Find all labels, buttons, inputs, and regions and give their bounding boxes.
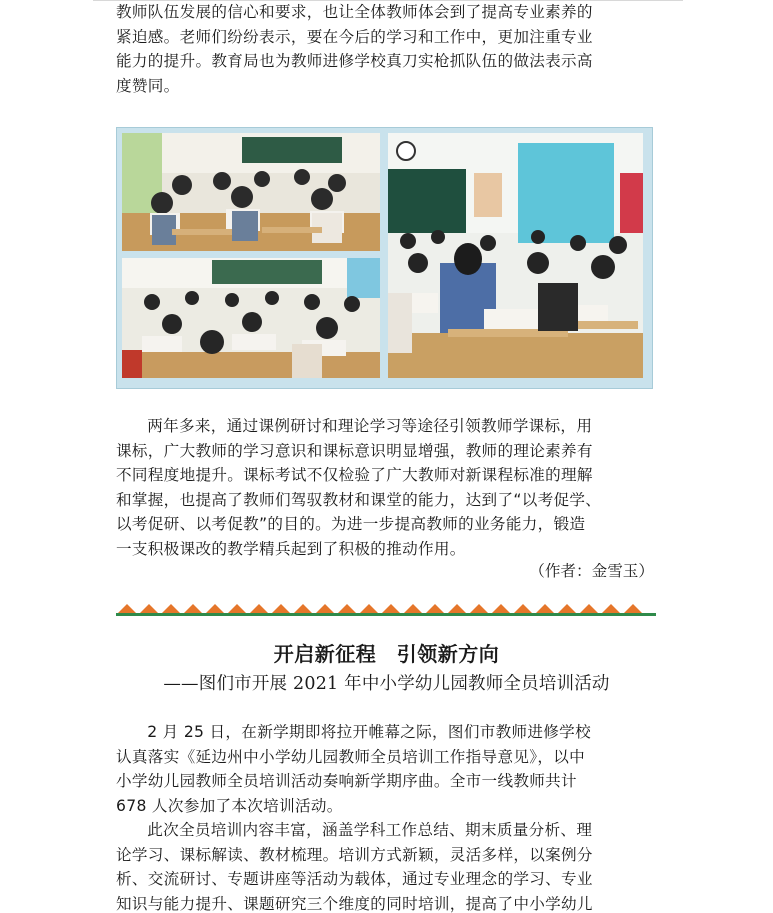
divider-triangle	[162, 604, 180, 613]
divider-triangle	[624, 604, 642, 613]
divider-triangle	[602, 604, 620, 613]
divider-triangle	[140, 604, 158, 613]
divider-triangle	[404, 604, 422, 613]
decorative-divider	[116, 602, 656, 616]
text-line: 知识与能力提升、课题研究三个维度的同时培训，提高了中小学幼儿	[116, 894, 593, 913]
review-paragraph	[116, 414, 658, 562]
text-line: 认真落实《延边州中小学幼儿园教师全员培训工作指导意见》，以中	[116, 747, 586, 766]
divider-triangle	[272, 604, 290, 613]
news-paragraph-1	[116, 720, 658, 818]
text-line: 课标，广大教师的学习意识和课标意识明显增强，教师的理论素养有	[116, 441, 593, 460]
intro-paragraph	[116, 0, 658, 98]
text-line: 2 月 25 日，在新学期即将拉开帷幕之际，图们市教师进修学校	[147, 723, 591, 741]
divider-triangle	[448, 604, 466, 613]
photo-collage	[116, 127, 653, 389]
divider-triangle	[228, 604, 246, 613]
article-title: 开启新征程 引领新方向	[273, 642, 500, 666]
text-line: 紧迫感。老师们纷纷表示，要在今后的学习和工作中，更加注重专业	[116, 27, 593, 46]
divider-triangle	[118, 604, 136, 613]
divider-triangle	[382, 604, 400, 613]
divider-triangle	[492, 604, 510, 613]
divider-triangle	[316, 604, 334, 613]
article-subtitle: ——图们市开展 2021 年中小学幼儿园教师全员培训活动	[163, 674, 610, 694]
text-line: 不同程度地提升。课标考试不仅检验了广大教师对新课程标准的理解	[116, 466, 593, 485]
text-line: 以考促研、以考促教”的目的。为进一步提高教师的业务能力，锻造	[116, 515, 586, 534]
divider-triangle	[250, 604, 268, 613]
text-line: 教师队伍发展的信心和要求，也让全体教师体会到了提高专业素养的	[116, 3, 593, 21]
divider-triangle	[426, 604, 444, 613]
text-line: 能力的提升。教育局也为教师进修学校真刀实枪抓队伍的做法表示高	[116, 52, 593, 71]
text-line: 析、交流研讨、专题讲座等活动为载体，通过专业理念的学习、专业	[116, 870, 593, 889]
divider-triangle	[184, 604, 202, 613]
text-line: 678 人次参加了本次培训活动。	[116, 796, 343, 815]
divider-triangle	[360, 604, 378, 613]
exam-room-photo-2	[122, 258, 380, 378]
text-line: 两年多来，通过课例研讨和理论学习等途径引领教师学课标，用	[147, 417, 593, 435]
divider-triangle	[536, 604, 554, 613]
text-line: 度赞同。	[116, 76, 180, 95]
text-line: 此次全员培训内容丰富，涵盖学科工作总结、期末质量分析、理	[147, 821, 593, 839]
text-line: 论学习、课标解读、教材梳理。培训方式新颖，灵活多样，以案例分	[116, 845, 593, 864]
divider-triangle	[558, 604, 576, 613]
divider-triangle	[470, 604, 488, 613]
divider-triangle	[294, 604, 312, 613]
divider-triangle	[514, 604, 532, 613]
exam-room-photo-1	[122, 133, 380, 251]
text-line: 小学幼儿园教师全员培训活动奏响新学期序曲。全市一线教师共计	[116, 772, 577, 791]
text-line: 和掌握，也提高了教师们驾驭教材和课堂的能力，达到了“以考促学、	[116, 490, 602, 509]
divider-triangle	[206, 604, 224, 613]
author-credit: （作者：金雪玉）	[529, 562, 654, 580]
exam-room-photo-3	[388, 133, 643, 378]
divider-triangle	[580, 604, 598, 613]
divider-triangle	[338, 604, 356, 613]
text-line: 一支积极课改的教学精兵起到了积极的推动作用。	[116, 539, 466, 558]
news-paragraph-2	[116, 818, 658, 913]
